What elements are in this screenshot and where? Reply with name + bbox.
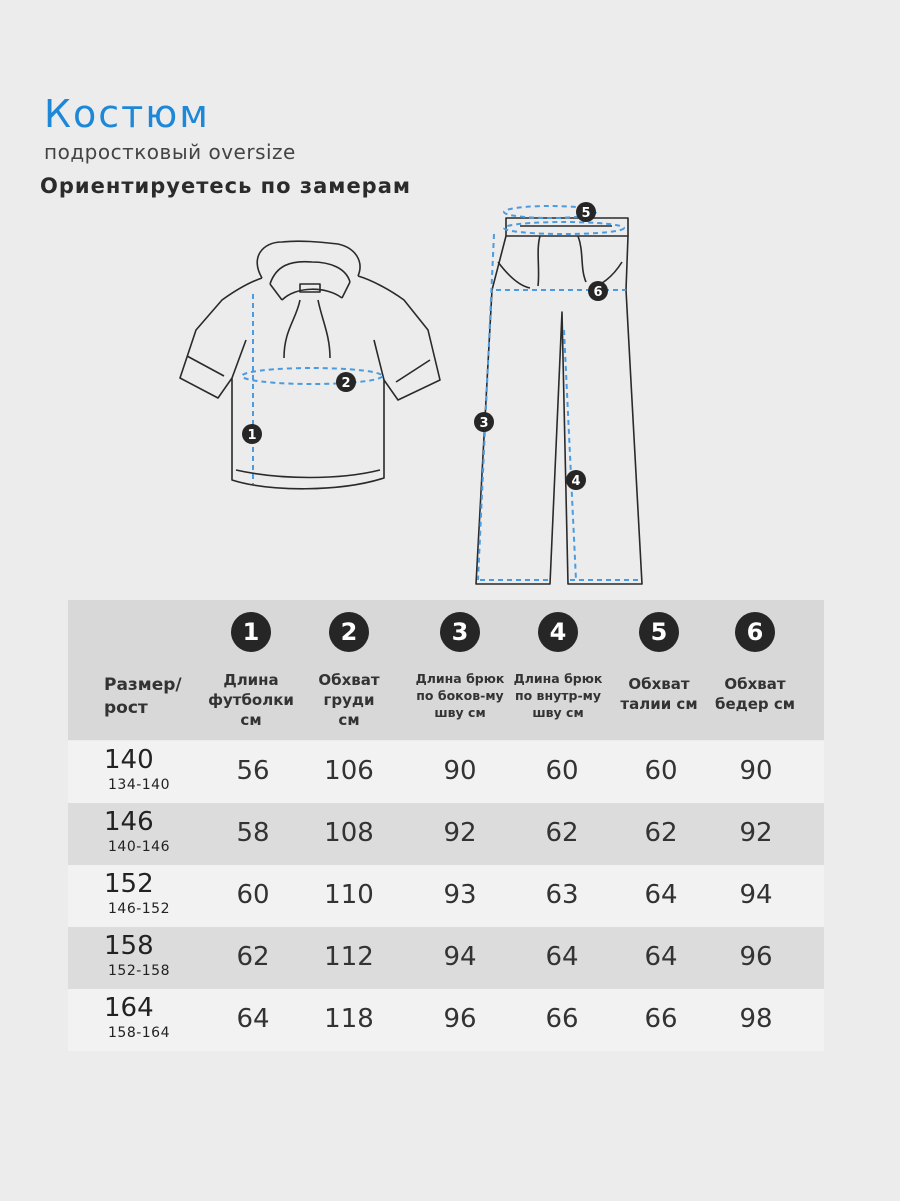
svg-text:2: 2 (341, 376, 351, 391)
column-badge-3: 3 (440, 612, 480, 652)
product-subtitle: подростковый oversize (44, 140, 296, 164)
pants-outline (476, 218, 642, 584)
table-row: 164 158-164 64 118 96 66 66 98 (68, 989, 824, 1051)
marker-4 (566, 470, 586, 490)
svg-text:5: 5 (581, 206, 591, 221)
column-header-chest: Обхват груди см (318, 671, 380, 729)
column-badge-2: 2 (329, 612, 369, 652)
table-header (68, 600, 824, 740)
column-header-side-seam: Длина брюк по боков-му шву см (415, 671, 505, 720)
column-header-inseam: Длина брюк по внутр-му шву см (513, 671, 603, 720)
tshirt-outline (180, 241, 440, 489)
table-row: 140 134-140 56 106 90 60 60 90 (68, 741, 824, 803)
svg-text:4: 4 (571, 474, 581, 489)
column-badge-6: 6 (735, 612, 775, 652)
marker-6 (588, 281, 608, 301)
table-row: 146 140-146 58 108 92 62 62 92 (68, 803, 824, 865)
measurements-heading: Ориентируетесь по замерам (40, 174, 412, 198)
table-row: 152 146-152 60 110 93 63 64 94 (68, 865, 824, 927)
column-badge-4: 4 (538, 612, 578, 652)
marker-1 (242, 424, 262, 444)
size-column-header: Размер/ рост (104, 675, 182, 718)
garment-diagram (0, 0, 900, 600)
size-table (68, 600, 824, 1053)
svg-text:1: 1 (247, 428, 257, 443)
marker-3 (474, 412, 494, 432)
svg-text:6: 6 (593, 285, 603, 300)
tshirt-measure-lines (242, 294, 382, 484)
table-row: 158 152-158 62 112 94 64 64 96 (68, 927, 824, 989)
marker-5 (576, 202, 596, 222)
product-title: Костюм (44, 92, 210, 136)
marker-2 (336, 372, 356, 392)
column-badge-1: 1 (231, 612, 271, 652)
column-header-waist: Обхват талии см (620, 675, 698, 713)
column-header-tshirt-length: Длина футболки см (208, 671, 294, 729)
column-header-hips: Обхват бедер см (714, 675, 796, 713)
svg-text:3: 3 (479, 416, 489, 431)
column-badge-5: 5 (639, 612, 679, 652)
